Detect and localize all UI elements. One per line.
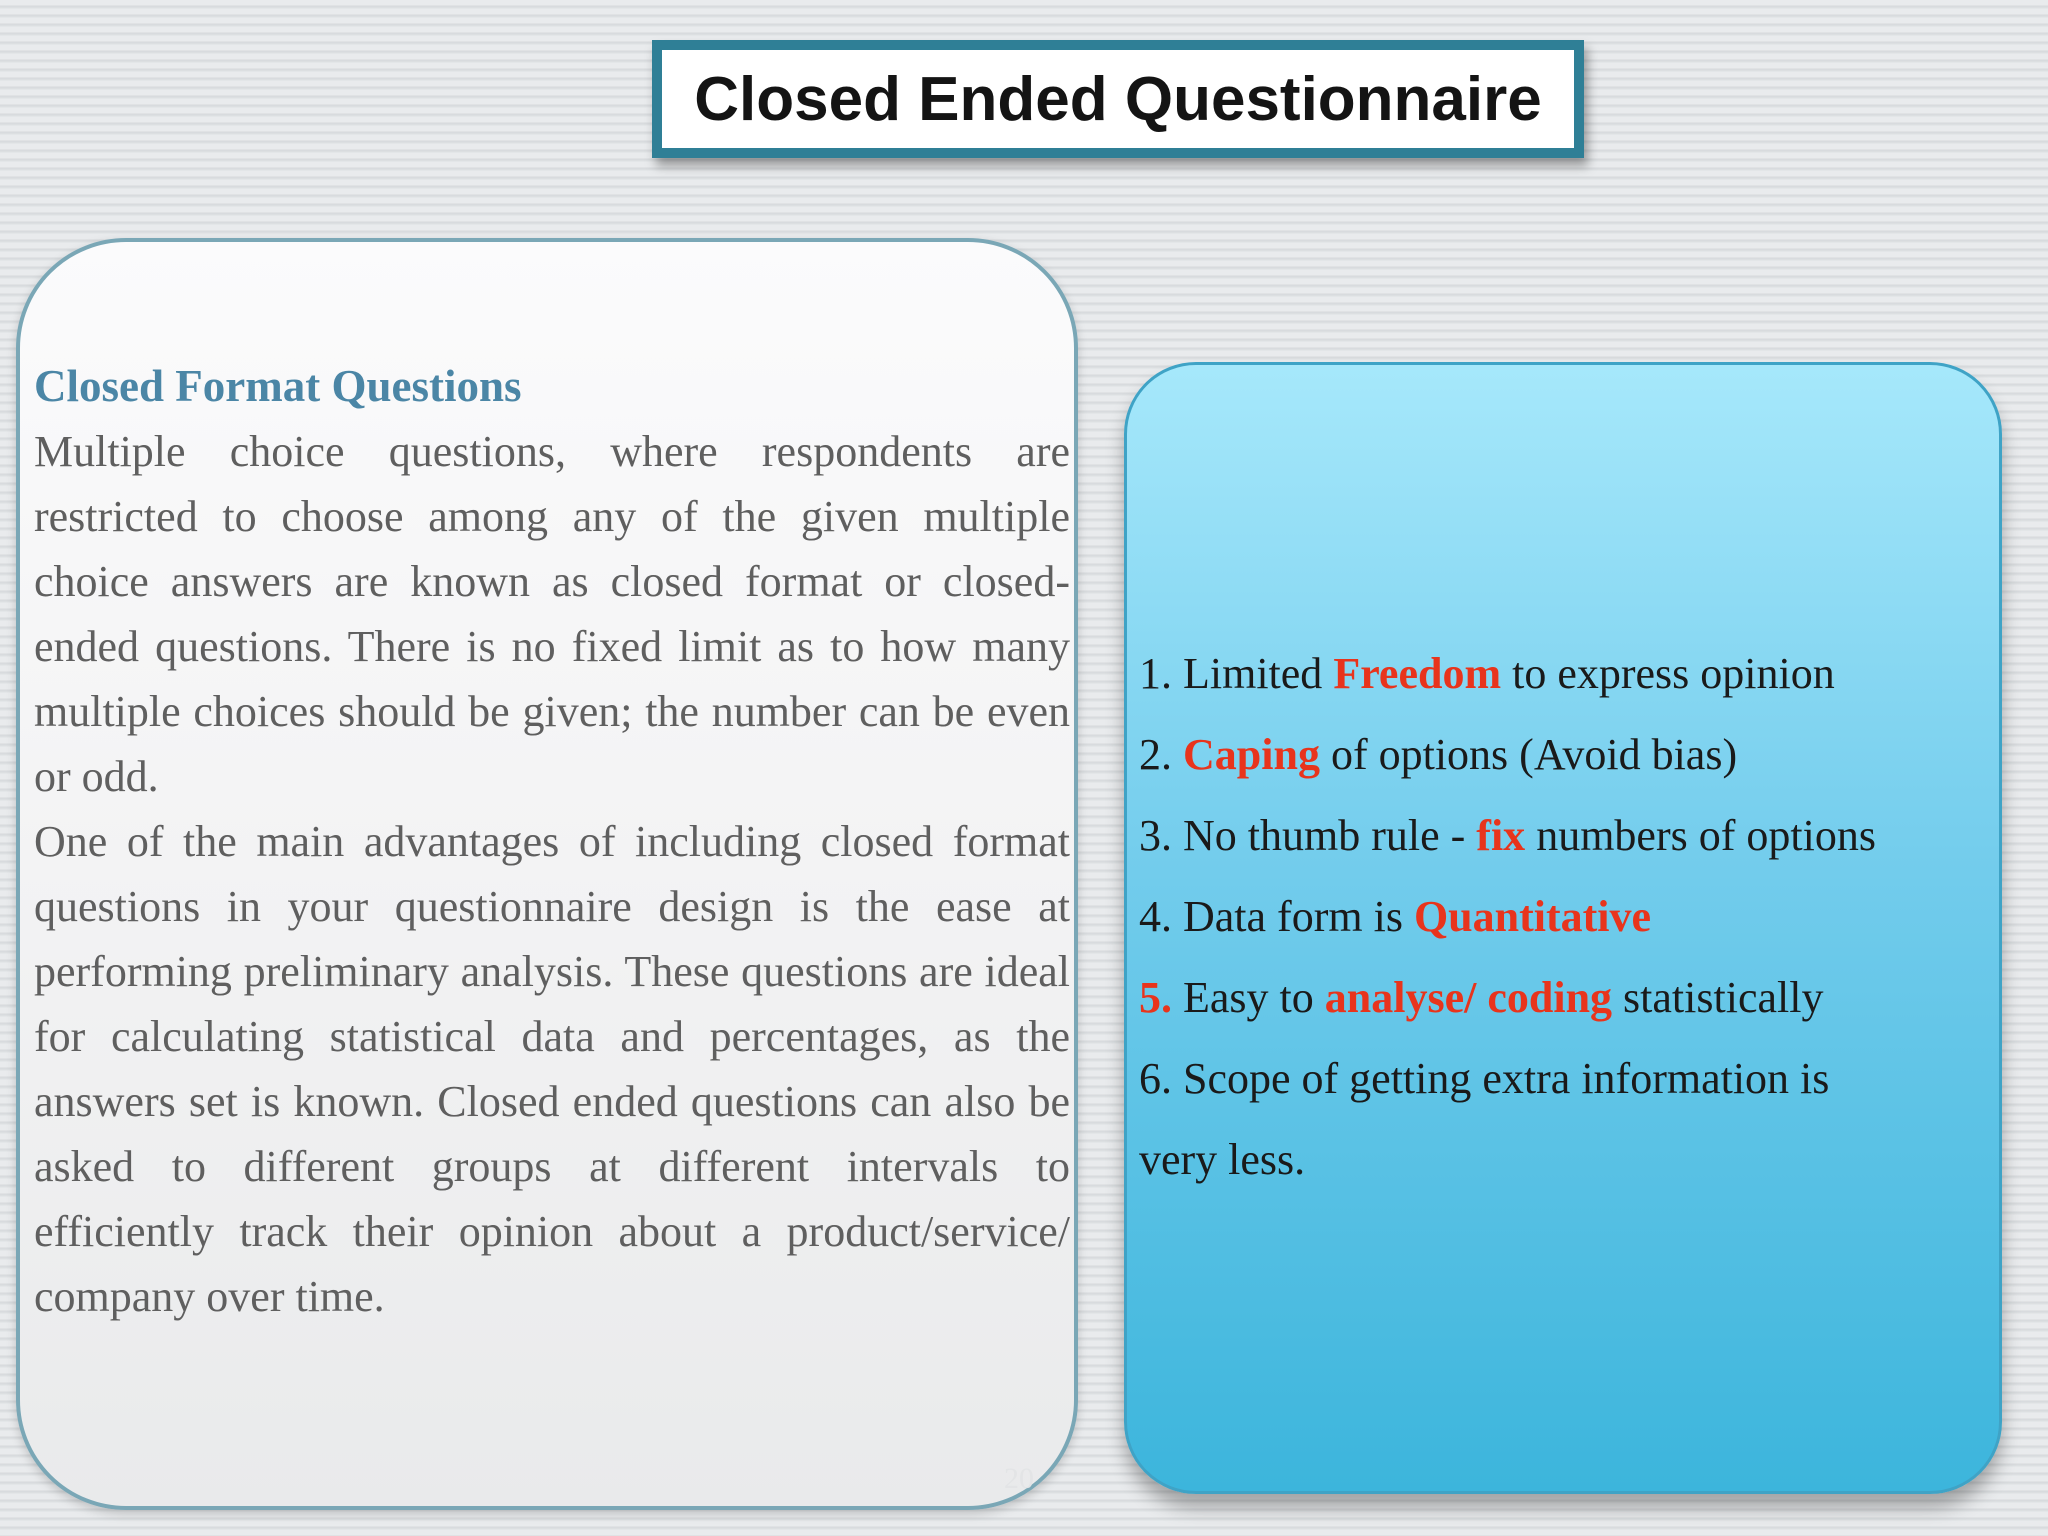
points-list xyxy=(1139,633,1999,1200)
list-item-2: 2. Caping of options (Avoid bias) xyxy=(1139,730,1738,779)
highlight-fix: fix xyxy=(1476,811,1526,860)
highlight-freedom: Freedom xyxy=(1333,649,1502,698)
list-item-1: 1. Limited Freedom to express opinion xyxy=(1139,649,1835,698)
left-content-panel xyxy=(16,238,1078,1510)
highlight-caping: Caping xyxy=(1183,730,1320,779)
list-item-6: 6. Scope of getting extra information is xyxy=(1139,1054,1830,1103)
list-item-5: 5. Easy to analyse/ coding statistically xyxy=(1139,973,1824,1022)
slide-number: 20 xyxy=(1004,1462,1034,1495)
section-heading: Closed Format Questions xyxy=(34,361,522,411)
highlight-number-5: 5. xyxy=(1139,973,1172,1022)
paragraph-2: One of the main advantages of including closed format questions in your questionnaire design is the ease at performing preliminary analysis. These questions are ideal for calculating statistical data and percentages, as the answers set is known. Closed ended questions can also be asked to different groups at different intervals to efficiently track their opinion about a product/service/ company over time. xyxy=(34,817,1070,1321)
title-inner xyxy=(662,50,1574,148)
highlight-quantitative: Quantitative xyxy=(1413,892,1652,941)
title-frame xyxy=(652,40,1584,158)
list-item-4: 4. Data form is Quantitative xyxy=(1139,892,1652,941)
highlight-analyse-coding: analyse/ coding xyxy=(1324,973,1613,1022)
list-item-6-continued: very less. xyxy=(1139,1135,1306,1184)
list-item-3: 3. No thumb rule - fix numbers of options xyxy=(1139,811,1876,860)
right-points-panel xyxy=(1124,362,2002,1494)
left-content xyxy=(34,354,1070,1329)
paragraph-1: Multiple choice questions, where respondents are restricted to choose among any of the given multiple choice answers are known as closed format or closed-ended questions. There is no fixed limit as to how many multiple choices should be given; the number can be even or odd. xyxy=(34,427,1070,801)
slide-title: Closed Ended Questionnaire xyxy=(694,64,1542,134)
